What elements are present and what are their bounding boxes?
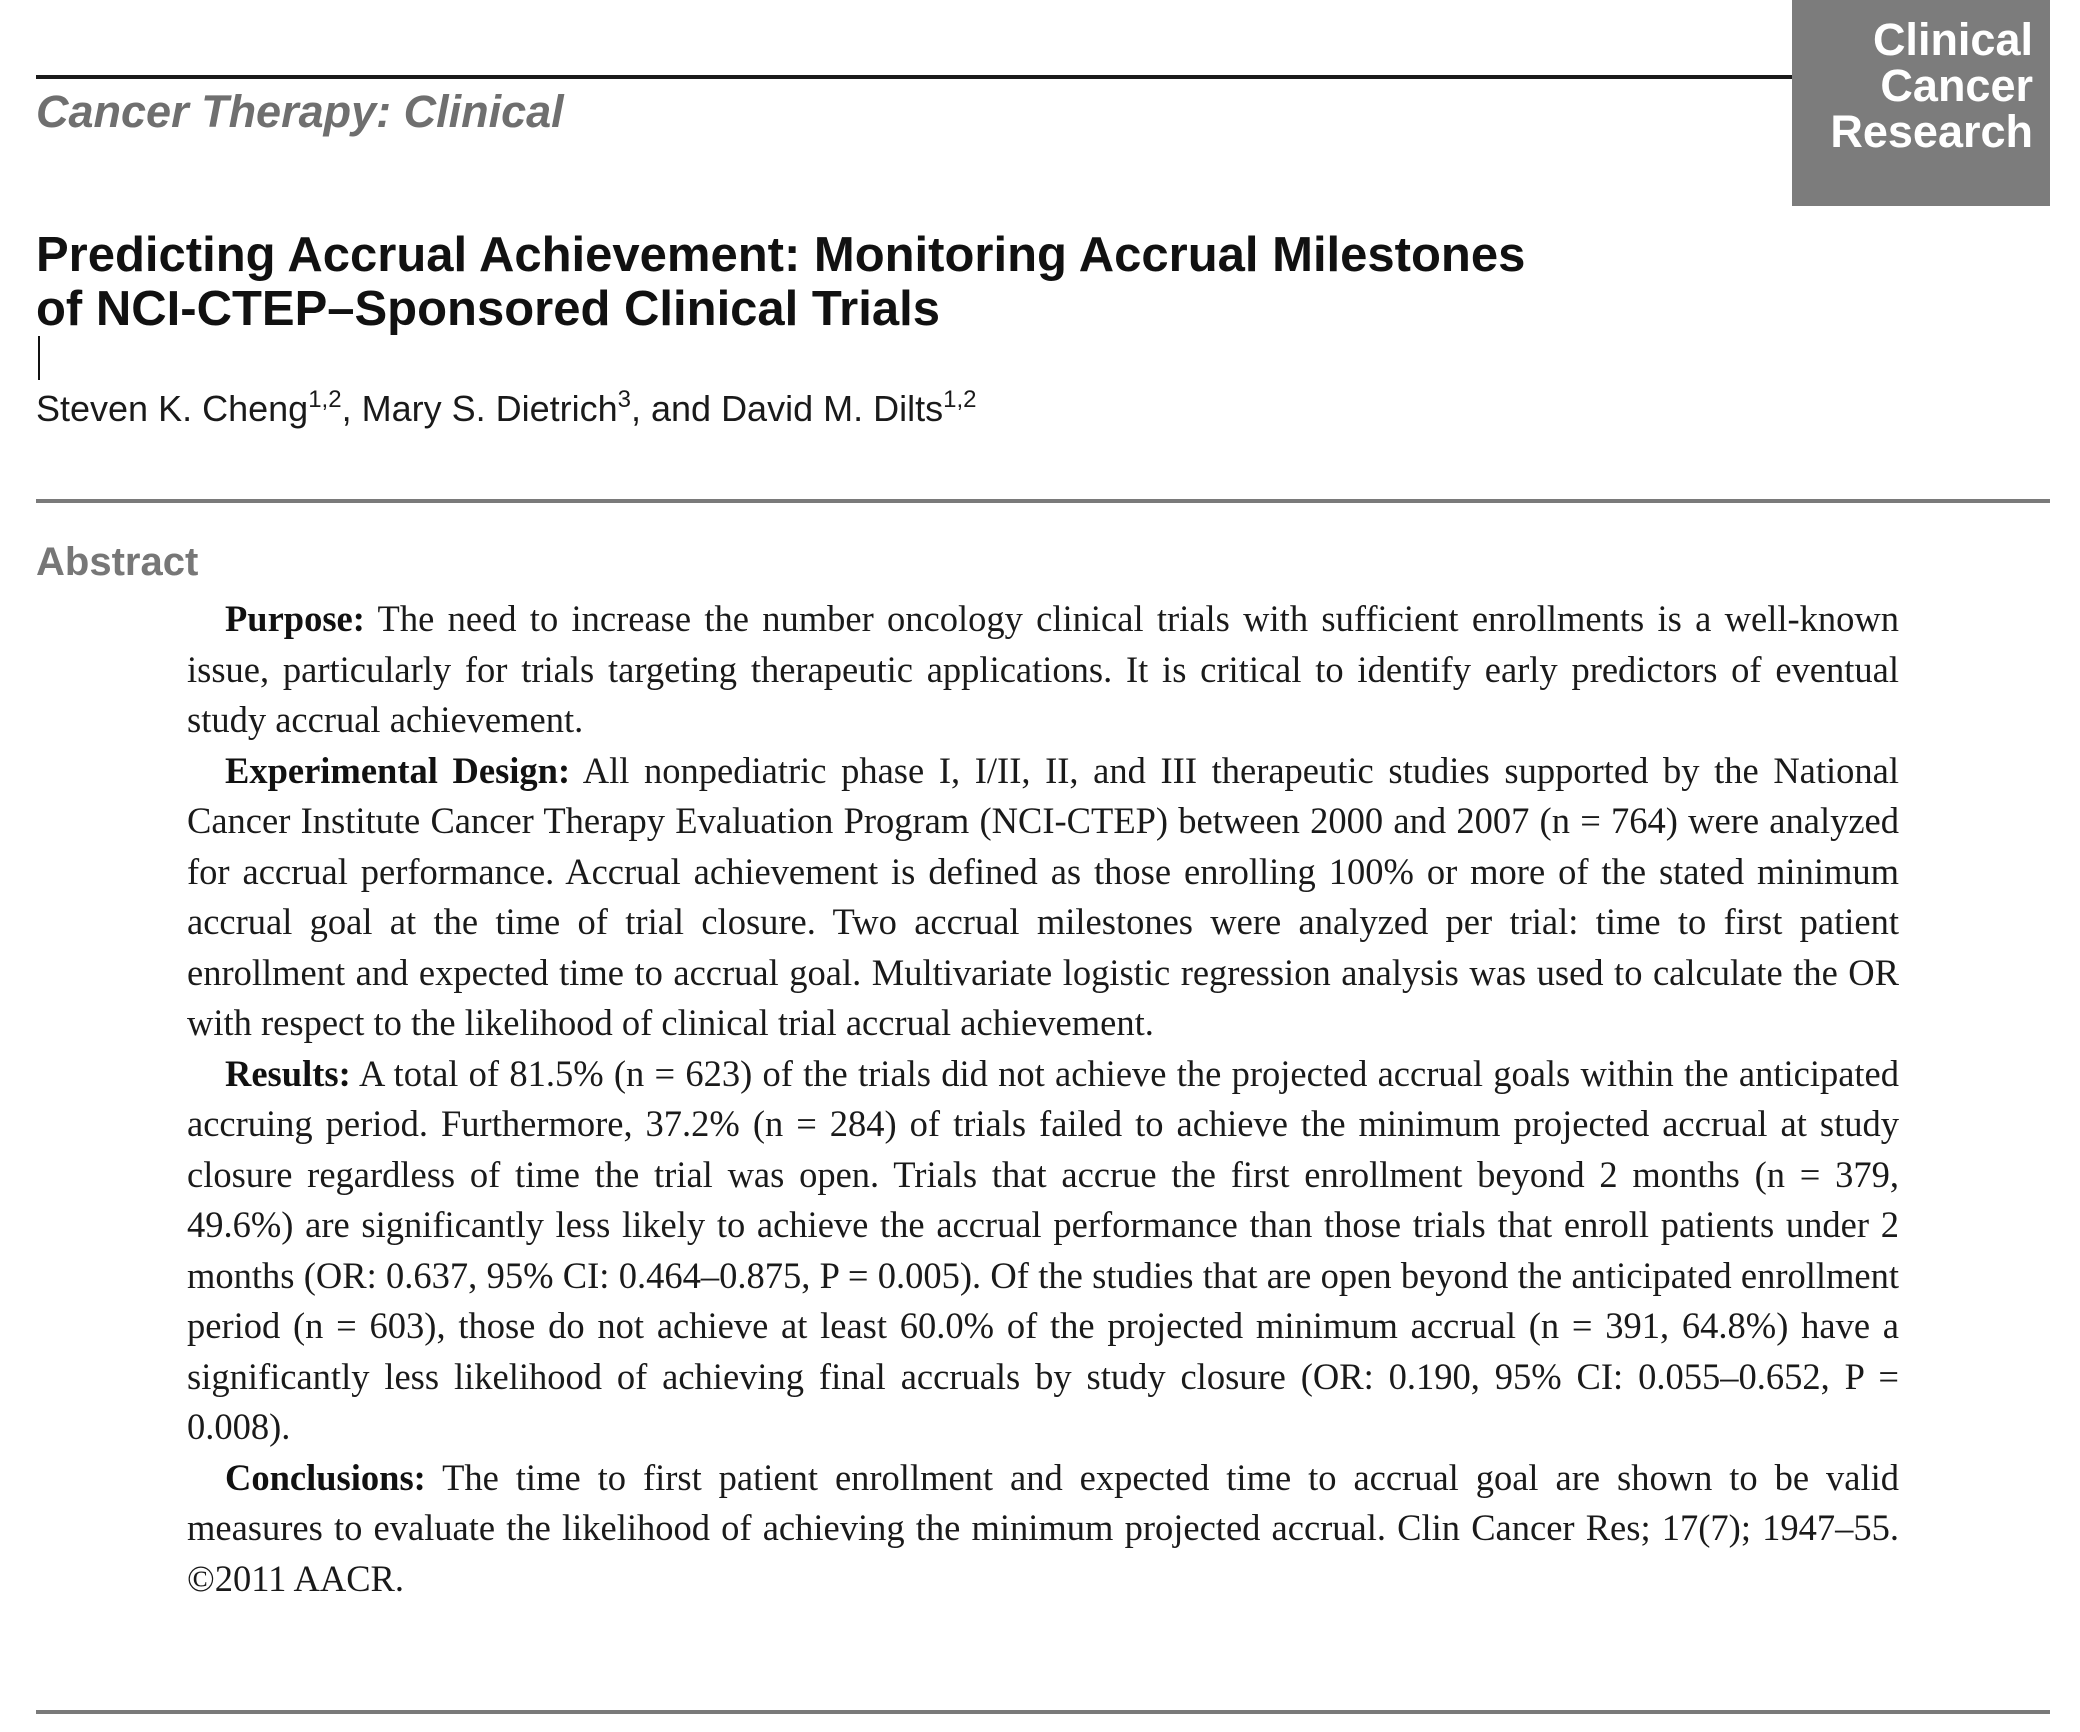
abstract-heading: Abstract [36,540,199,584]
paragraph-label: Purpose: [225,598,365,639]
abstract-paragraph-results [187,1049,1899,1453]
author-name: Steven K. Cheng [36,388,309,429]
abstract-body [187,594,1899,1604]
paragraph-label: Conclusions: [225,1456,426,1498]
abstract-paragraph-conclusions [187,1453,1899,1605]
journal-name-line-1: Clinical [1872,14,2033,65]
author-separator: , and [630,388,722,429]
author-separator: , [341,388,362,429]
journal-name-line-2: Cancer [1880,60,2033,111]
paragraph-text: All nonpediatric phase I, I/II, II, and III therapeutic studies supported by the National Cancer Institute Cancer Therapy Evaluation Program (NCI-CTEP) between 2000 and 2007 (n = 764) were analyzed for accrual performance. Accrual achievement is defined as those enrolling 100% or more of the stated minimum accrual goal at the time of trial closure. Two accrual milestones were analyzed per trial: time to first patient enrollment and expected time to accrual goal. Multivariate logistic regression analysis was used to calculate the OR with respect to the likelihood of clinical trial accrual achievement. [187,749,1900,1043]
journal-badge [1792,0,2050,206]
article-title-line-2-wrap [36,282,1736,380]
abstract-paragraph-design [187,746,1899,1049]
paragraph-text: The time to first patient enrollment and expected time to accrual goal are shown to be valid measures to evaluate the likelihood of achieving the minimum projected accrual. Clin Cancer Res; 17(7); 1947–55. ©2011 AACR. [187,1456,1899,1599]
text-cursor [38,336,40,380]
journal-name-line-3: Research [1830,106,2033,157]
author-affiliation: 3 [617,386,631,413]
article-title-line-2: of NCI-CTEP–Sponsored Clinical Trials [36,282,940,336]
author-affiliation: 1,2 [943,386,977,413]
author-name: David M. Dilts [721,388,944,429]
abstract-paragraph-purpose [187,594,1899,746]
paragraph-text: The need to increase the number oncology clinical trials with sufficient enrollments is a well-known issue, particularly for trials targeting therapeutic applications. It is critical to identify early predictors of eventual study accrual achievement. [187,598,1899,740]
paragraph-label: Experimental Design: [225,749,571,791]
section-label: Cancer Therapy: Clinical [36,86,564,137]
author-list [36,388,976,430]
header-rule [36,75,1792,79]
paragraph-label: Results: [225,1052,351,1094]
author-name: Mary S. Dietrich [361,388,618,429]
author-affiliation: 1,2 [308,386,342,413]
section-divider [36,499,2050,503]
footer-rule [36,1710,2050,1714]
article-title-line-1: Predicting Accrual Achievement: Monitoring Accrual Milestones [36,228,1526,282]
paragraph-text: A total of 81.5% (n = 623) of the trials did not achieve the projected accrual goals within the anticipated accruing period. Furthermore, 37.2% (n = 284) of trials failed to achieve the minimum projected accrual at study closure regardless of time the trial was open. Trials that accrue the first enrollment beyond 2 months (n = 379, 49.6%) are significantly less likely to achieve the accrual performance than those trials that enroll patients under 2 months (OR: 0.637, 95% CI: 0.464–0.875, P = 0.005). Of the studies that are open beyond the anticipated enrollment period (n = 603), those do not achieve at least 60.0% of the projected minimum accrual (n = 391, 64.8%) have a significantly less likelihood of achieving final accruals by study closure (OR: 0.190, 95% CI: 0.055–0.652, P = 0.008). [187,1052,1899,1447]
article-title[interactable] [36,228,1736,380]
